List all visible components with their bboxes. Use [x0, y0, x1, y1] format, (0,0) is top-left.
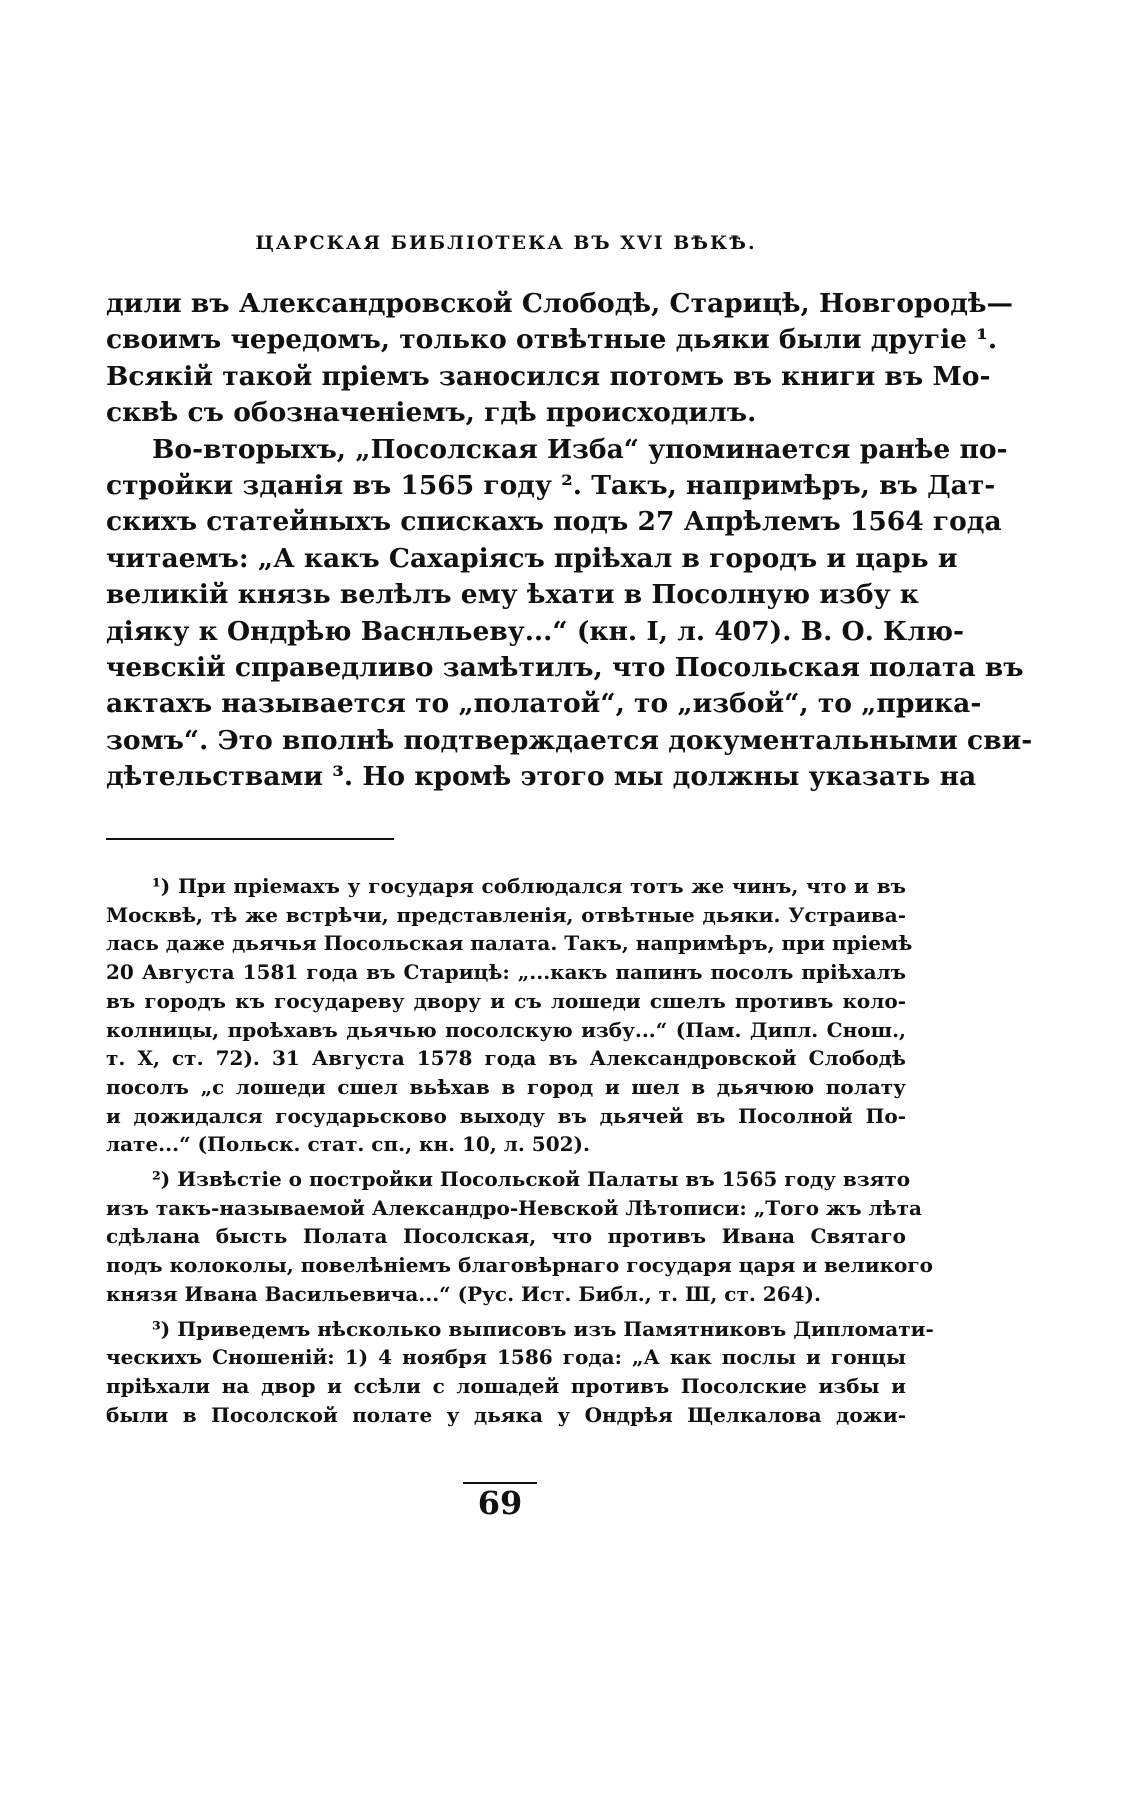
text-line: зомъ“. Это вполнѣ подтверждается документальными сви- [106, 724, 1033, 756]
running-head: ЦАРСКАЯ БИБЛІОТЕКА ВЪ XVI ВѢКѢ. [255, 232, 757, 254]
footnote-line [106, 1165, 911, 1194]
footnote-text: Извѣстіе о постройки Посольской Палаты въ 1565 году взято [177, 1167, 911, 1192]
text-line: великій князь велѣлъ ему ѣхати в Посолную избу к [106, 579, 919, 611]
footnote-line: были в Посолской полате у дьяка у Ондрѣя Щелкалова дожи- [106, 1402, 906, 1427]
text-line: актахъ называется то „полатой“, то „избой“, то „прика- [106, 688, 982, 720]
page-number: 69 [463, 1482, 537, 1520]
footnote-line: лась даже дьячья Посольская палата. Такъ, напримѣръ, при пріемѣ [106, 931, 913, 956]
footnote-line: т. X, ст. 72). 31 Августа 1578 года въ Александровской Слободѣ [106, 1046, 906, 1071]
footnote-mark: ³) [152, 1316, 171, 1341]
footnote-line: пріѣхали на двор и ссѣли с лошадей противъ Посолские избы и [106, 1373, 906, 1398]
text-line: своимъ чередомъ, только отвѣтные дьяки были другіе ¹. [106, 324, 998, 356]
footnote-line: въ городъ къ государеву двору и съ лошеди сшелъ противъ коло- [106, 988, 906, 1013]
footnote-line: колницы, проѣхавъ дьячью посолскую избу...“ (Пам. Дипл. Снош., [106, 1017, 906, 1042]
footnote-line: лате...“ (Польск. стат. сп., кн. 10, л. 502). [106, 1132, 590, 1157]
footnote-line [106, 872, 906, 901]
footnote-line: и дожидался государьсково выходу въ дьячей въ Посолной По- [106, 1103, 906, 1128]
footnote-divider [106, 838, 394, 840]
text-line: дѣтельствами ³. Но кромѣ этого мы должны указать на [106, 761, 977, 793]
footnote-text: Приведемъ нѣсколько выписовъ изъ Памятниковъ Дипломати- [177, 1316, 934, 1341]
footnote-line: подъ колоколы, повелѣніемъ благовѣрнаго государя царя и великого [106, 1253, 933, 1278]
footnote-line: ческихъ Сношеній: 1) 4 ноября 1586 года: „А как послы и гонцы [106, 1345, 906, 1370]
footnote-mark: ²) [152, 1167, 171, 1192]
footnote-line: сдѣлана бысть Полата Посолская, что противъ Ивана Святаго [106, 1224, 906, 1249]
footnote-2 [106, 1165, 933, 1309]
footnote-text: При пріемахъ у государя соблюдался тотъ же чинъ, что и въ [177, 874, 906, 898]
text-line: Всякій такой пріемъ заносился потомъ въ книги въ Мо- [106, 360, 991, 392]
text-line: читаемъ: „А какъ Сахаріясъ пріѣхал в городъ и царь и [106, 542, 958, 574]
footnote-line [106, 1315, 934, 1344]
text-line: діяку к Ондрѣю Васнльеву...“ (кн. I, л. 407). В. О. Клю- [106, 615, 965, 647]
footnote-mark: ¹) [152, 874, 171, 898]
text-line: сквѣ съ обозначеніемъ, гдѣ происходилъ. [106, 397, 757, 429]
footnote-line: посолъ „с лошеди сшел вьѣхав в город и шел в дьячюю полату [106, 1074, 906, 1099]
footnote-line: 20 Августа 1581 года въ Старицѣ: „...какъ папинъ посолъ пріѣхалъ [106, 960, 906, 985]
footnote-line: князя Ивана Васильевича...“ (Рус. Ист. Библ., т. Ш, ст. 264). [106, 1281, 821, 1306]
text-line: Во-вторыхъ, „Посолская Изба“ упоминается ранѣе по- [152, 433, 1008, 465]
text-line: дили въ Александровской Слободѣ, Старицѣ, Новгородѣ— [106, 288, 1014, 319]
footnote-line: Москвѣ, тѣ же встрѣчи, представленія, отвѣтные дьяки. Устраива- [106, 902, 906, 927]
footnote-1 [106, 872, 913, 1159]
text-line: чевскій справедливо замѣтилъ, что Посольская полата въ [106, 652, 1024, 684]
footnote-line: изъ такъ-называемой Александро-Невской Лѣтописи: „Того жъ лѣта [106, 1195, 923, 1220]
footnotes [106, 872, 934, 1435]
footnote-3 [106, 1315, 934, 1430]
paragraph-1 [106, 286, 1014, 432]
text-line: стройки зданія въ 1565 году ². Такъ, напримѣръ, въ Дат- [106, 470, 996, 502]
paragraph-2 [106, 432, 1033, 796]
text-line: скихъ статейныхъ спискахъ подъ 27 Апрѣлемъ 1564 года [106, 506, 1002, 538]
main-text [106, 286, 1033, 796]
